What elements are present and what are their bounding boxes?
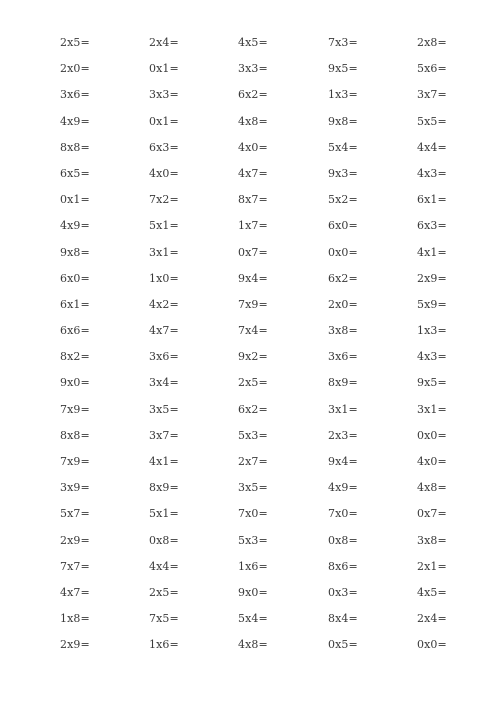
worksheet-row bbox=[0, 606, 500, 632]
multiplication-problem: 3x4= bbox=[149, 376, 179, 390]
multiplication-problem: 6x6= bbox=[60, 324, 90, 338]
multiplication-problem: 0x3= bbox=[328, 585, 358, 599]
worksheet-row bbox=[0, 109, 500, 135]
multiplication-problem: 8x7= bbox=[238, 193, 268, 207]
worksheet-row bbox=[0, 475, 500, 501]
multiplication-worksheet bbox=[0, 30, 500, 659]
worksheet-row bbox=[0, 397, 500, 423]
multiplication-problem: 4x9= bbox=[60, 114, 90, 128]
multiplication-problem: 6x2= bbox=[238, 402, 268, 416]
multiplication-problem: 5x6= bbox=[417, 62, 447, 76]
worksheet-row bbox=[0, 318, 500, 344]
multiplication-problem: 8x9= bbox=[149, 481, 179, 495]
multiplication-problem: 2x5= bbox=[149, 585, 179, 599]
multiplication-problem: 4x4= bbox=[149, 559, 179, 573]
multiplication-problem: 3x8= bbox=[417, 533, 447, 547]
multiplication-problem: 5x4= bbox=[238, 612, 268, 626]
multiplication-problem: 4x7= bbox=[238, 166, 268, 180]
multiplication-problem: 3x5= bbox=[238, 481, 268, 495]
multiplication-problem: 0x1= bbox=[60, 193, 90, 207]
worksheet-row bbox=[0, 82, 500, 108]
multiplication-problem: 4x8= bbox=[238, 638, 268, 652]
multiplication-problem: 0x1= bbox=[149, 62, 179, 76]
multiplication-problem: 9x0= bbox=[238, 585, 268, 599]
multiplication-problem: 3x7= bbox=[417, 88, 447, 102]
multiplication-problem: 4x3= bbox=[417, 350, 447, 364]
multiplication-problem: 0x7= bbox=[238, 245, 268, 259]
multiplication-problem: 2x9= bbox=[60, 638, 90, 652]
multiplication-problem: 7x3= bbox=[328, 36, 358, 49]
multiplication-problem: 0x0= bbox=[417, 638, 447, 652]
multiplication-problem: 3x6= bbox=[149, 350, 179, 364]
multiplication-problem: 4x0= bbox=[238, 140, 268, 154]
worksheet-row bbox=[0, 580, 500, 606]
multiplication-problem: 6x0= bbox=[328, 219, 358, 233]
multiplication-problem: 0x0= bbox=[328, 245, 358, 259]
multiplication-problem: 6x2= bbox=[328, 271, 358, 285]
multiplication-problem: 7x9= bbox=[60, 402, 90, 416]
multiplication-problem: 9x5= bbox=[417, 376, 447, 390]
multiplication-problem: 5x3= bbox=[238, 428, 268, 442]
multiplication-problem: 4x7= bbox=[149, 324, 179, 338]
multiplication-problem: 4x7= bbox=[60, 585, 90, 599]
multiplication-problem: 4x0= bbox=[417, 455, 447, 468]
multiplication-problem: 5x1= bbox=[149, 507, 179, 521]
multiplication-problem: 1x8= bbox=[60, 612, 90, 626]
multiplication-problem: 2x5= bbox=[60, 36, 90, 49]
multiplication-problem: 9x4= bbox=[238, 271, 268, 285]
multiplication-problem: 5x1= bbox=[149, 219, 179, 233]
multiplication-problem: 8x8= bbox=[60, 428, 90, 442]
multiplication-problem: 0x8= bbox=[149, 533, 179, 547]
multiplication-problem: 6x1= bbox=[417, 193, 447, 207]
worksheet-row bbox=[0, 56, 500, 82]
multiplication-problem: 2x4= bbox=[417, 612, 447, 626]
multiplication-problem: 6x1= bbox=[60, 297, 90, 311]
multiplication-problem: 7x4= bbox=[238, 324, 268, 338]
worksheet-row bbox=[0, 187, 500, 213]
multiplication-problem: 0x8= bbox=[328, 533, 358, 547]
multiplication-problem: 1x3= bbox=[417, 324, 447, 338]
worksheet-row bbox=[0, 30, 500, 56]
worksheet-row bbox=[0, 501, 500, 527]
worksheet-row bbox=[0, 213, 500, 239]
multiplication-problem: 7x9= bbox=[60, 455, 90, 468]
multiplication-problem: 8x2= bbox=[60, 350, 90, 364]
worksheet-row bbox=[0, 240, 500, 266]
multiplication-problem: 3x3= bbox=[238, 62, 268, 76]
multiplication-problem: 2x3= bbox=[328, 428, 358, 442]
multiplication-problem: 4x1= bbox=[417, 245, 447, 259]
multiplication-problem: 1x6= bbox=[149, 638, 179, 652]
multiplication-problem: 2x9= bbox=[60, 533, 90, 547]
multiplication-problem: 4x9= bbox=[328, 481, 358, 495]
multiplication-problem: 0x5= bbox=[328, 638, 358, 652]
worksheet-row bbox=[0, 632, 500, 658]
multiplication-problem: 5x2= bbox=[328, 193, 358, 207]
multiplication-problem: 9x4= bbox=[328, 455, 358, 468]
multiplication-problem: 4x0= bbox=[149, 166, 179, 180]
multiplication-problem: 2x4= bbox=[149, 36, 179, 49]
multiplication-problem: 3x1= bbox=[417, 402, 447, 416]
multiplication-problem: 2x0= bbox=[60, 62, 90, 76]
worksheet-row bbox=[0, 449, 500, 475]
multiplication-problem: 4x3= bbox=[417, 166, 447, 180]
multiplication-problem: 6x3= bbox=[149, 140, 179, 154]
worksheet-row bbox=[0, 423, 500, 449]
multiplication-problem: 2x7= bbox=[238, 455, 268, 468]
multiplication-problem: 9x3= bbox=[328, 166, 358, 180]
multiplication-problem: 4x1= bbox=[149, 455, 179, 468]
multiplication-problem: 2x9= bbox=[417, 271, 447, 285]
worksheet-row bbox=[0, 292, 500, 318]
multiplication-problem: 4x4= bbox=[417, 140, 447, 154]
multiplication-problem: 7x2= bbox=[149, 193, 179, 207]
multiplication-problem: 4x5= bbox=[417, 585, 447, 599]
multiplication-problem: 0x1= bbox=[149, 114, 179, 128]
multiplication-problem: 1x7= bbox=[238, 219, 268, 233]
multiplication-problem: 3x1= bbox=[149, 245, 179, 259]
multiplication-problem: 7x0= bbox=[328, 507, 358, 521]
multiplication-problem: 1x6= bbox=[238, 559, 268, 573]
multiplication-problem: 3x3= bbox=[149, 88, 179, 102]
multiplication-problem: 8x9= bbox=[328, 376, 358, 390]
multiplication-problem: 8x6= bbox=[328, 559, 358, 573]
multiplication-problem: 8x8= bbox=[60, 140, 90, 154]
multiplication-problem: 1x3= bbox=[328, 88, 358, 102]
multiplication-problem: 9x8= bbox=[328, 114, 358, 128]
worksheet-row bbox=[0, 161, 500, 187]
multiplication-problem: 5x5= bbox=[417, 114, 447, 128]
multiplication-problem: 7x7= bbox=[60, 559, 90, 573]
multiplication-problem: 3x5= bbox=[149, 402, 179, 416]
multiplication-problem: 2x1= bbox=[417, 559, 447, 573]
multiplication-problem: 4x8= bbox=[417, 481, 447, 495]
multiplication-problem: 4x8= bbox=[238, 114, 268, 128]
multiplication-problem: 3x6= bbox=[328, 350, 358, 364]
multiplication-problem: 8x4= bbox=[328, 612, 358, 626]
multiplication-problem: 6x3= bbox=[417, 219, 447, 233]
multiplication-problem: 3x7= bbox=[149, 428, 179, 442]
multiplication-problem: 9x8= bbox=[60, 245, 90, 259]
multiplication-problem: 5x4= bbox=[328, 140, 358, 154]
multiplication-problem: 5x7= bbox=[60, 507, 90, 521]
multiplication-problem: 9x0= bbox=[60, 376, 90, 390]
multiplication-problem: 7x9= bbox=[238, 297, 268, 311]
multiplication-problem: 3x8= bbox=[328, 324, 358, 338]
worksheet-row bbox=[0, 370, 500, 396]
multiplication-problem: 3x6= bbox=[60, 88, 90, 102]
multiplication-problem: 6x5= bbox=[60, 166, 90, 180]
multiplication-problem: 7x5= bbox=[149, 612, 179, 626]
multiplication-problem: 7x0= bbox=[238, 507, 268, 521]
multiplication-problem: 3x1= bbox=[328, 402, 358, 416]
worksheet-row bbox=[0, 135, 500, 161]
multiplication-problem: 2x0= bbox=[328, 297, 358, 311]
worksheet-row bbox=[0, 554, 500, 580]
multiplication-problem: 4x9= bbox=[60, 219, 90, 233]
multiplication-problem: 9x2= bbox=[238, 350, 268, 364]
multiplication-problem: 5x3= bbox=[238, 533, 268, 547]
multiplication-problem: 4x5= bbox=[238, 36, 268, 49]
multiplication-problem: 1x0= bbox=[149, 271, 179, 285]
worksheet-row bbox=[0, 344, 500, 370]
worksheet-row bbox=[0, 266, 500, 292]
multiplication-problem: 4x2= bbox=[149, 297, 179, 311]
multiplication-problem: 2x8= bbox=[417, 36, 447, 49]
worksheet-row bbox=[0, 528, 500, 554]
multiplication-problem: 2x5= bbox=[238, 376, 268, 390]
multiplication-problem: 3x9= bbox=[60, 481, 90, 495]
multiplication-problem: 9x5= bbox=[328, 62, 358, 76]
multiplication-problem: 0x7= bbox=[417, 507, 447, 521]
multiplication-problem: 5x9= bbox=[417, 297, 447, 311]
multiplication-problem: 6x0= bbox=[60, 271, 90, 285]
multiplication-problem: 6x2= bbox=[238, 88, 268, 102]
multiplication-problem: 0x0= bbox=[417, 428, 447, 442]
